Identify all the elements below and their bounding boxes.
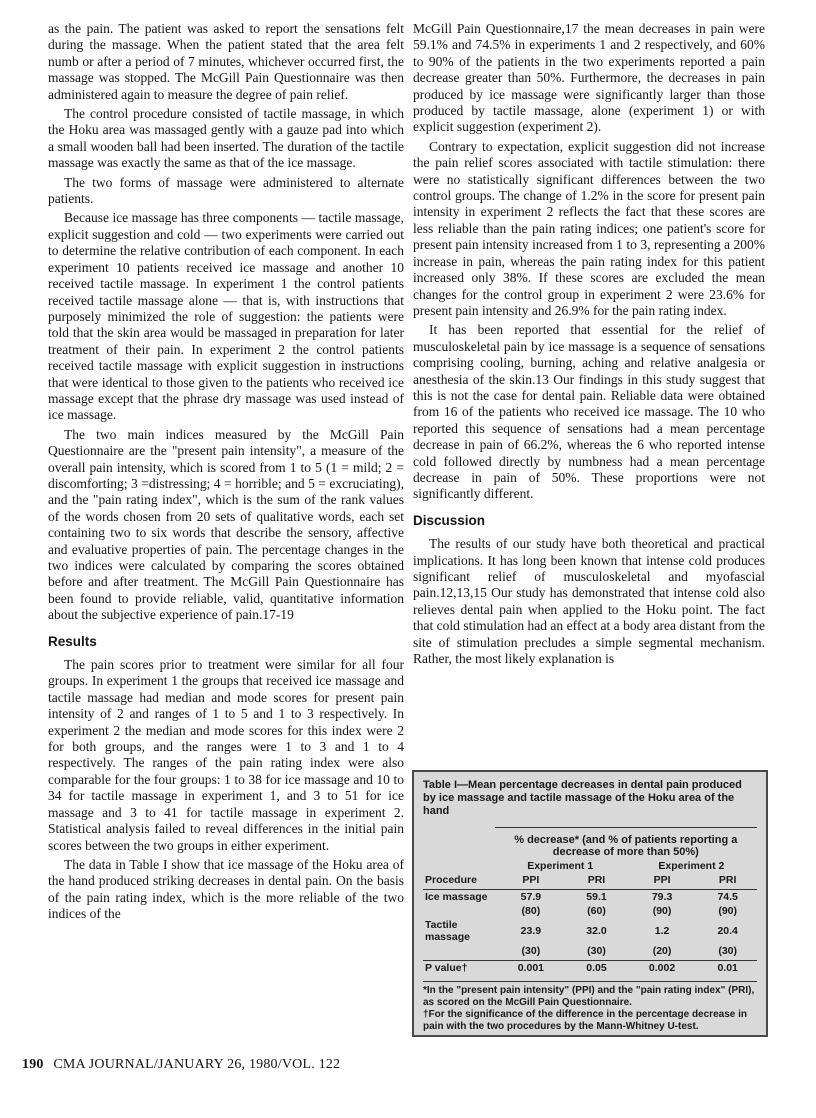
paragraph: The results of our study have both theoretical and practical implications. It has long been known that intense cold produces significant relief of musculoskeletal and myofascial pain.12,13,15 Our study has demonstrated that intense cold also relieves dental pain when applied to the Hoku point. The fact that cold stimulation had an effect at a body area distant from the site of stimulation precludes a simple segmental mechanism. Rather, the most likely explanation is [413, 536, 765, 667]
percent-cell: (90) [652, 905, 672, 917]
paragraph: It has been reported that essential for the relief of musculoskeletal pain by ice massage is a sequence of sensations comprising cooling, burning, aching and relative analgesia or anesthesia of the skin.13 Our findings in this study suggest that this is not the case for dental pain. Reliable data were obtained from 16 of the patients who received ice massage. The 10 who reported this sequence of sensations had a mean percentage decrease in pain of 66.2%, whereas the 6 who reported intense cold followed directly by numbness had a mean percentage decrease in pain of 50%. These proportions were not significantly different. [413, 322, 765, 502]
pri-header: PRI [587, 874, 606, 886]
percent-cell: (30) [521, 945, 541, 957]
table-row [423, 890, 757, 905]
right-column [413, 21, 765, 670]
table-row [423, 904, 757, 918]
results-table [423, 827, 757, 975]
table-caption: Table I—Mean percentage decreases in dental pain produced by ice massage and tactile massage of the Hoku area of the hand [423, 779, 742, 817]
percent-cell: (30) [587, 945, 606, 957]
experiment-2-header: Experiment 2 [658, 860, 725, 872]
paragraph: The data in Table I show that ice massage of the Hoku area of the hand produced striking decreases in dental pain. On the basis of the pain rating index, which is the more reliable of the two indices of the [48, 856, 404, 922]
value-cell: 1.2 [654, 925, 670, 937]
paragraph: Because ice massage has three components — tactile massage, explicit suggestion and cold — two experiments were carried out to determine the relative contribution of each component. In each experiment 10 patients received ice massage and another 10 received tactile massage. In experiment 1 the control patients received tactile massage alone — that is, with instructions that purposely minimized the role of suggestion: the patients were told that the skin area would be massaged in preparation for later treatment of their pain. In experiment 2 the control patients received tactile massage with explicit suggestion in instructions that were identical to those given to the patients who received ice massage except that the phrase dry massage was used instead of ice massage. [48, 210, 404, 423]
paragraph: Contrary to expectation, explicit suggestion did not increase the pain relief scores associated with tactile stimulation: there were no statistically significant differences between the two control groups. The change of 1.2% in the score for present pain intensity in experiment 2 reflects the fact that these scores are less reliable than the pain rating indices; one patient's score for present pain intensity increased from 1 to 3, representing a 200% increase in pain, whereas the pain rating index for this patient increased only 38%. If these scores are excluded the mean changes for the control group in experiment 2 were 23.6% for present pain intensity and 26.9% for the pain rating index. [413, 138, 765, 318]
table-1 [412, 770, 768, 1037]
paragraph: The two forms of massage were administered to alternate patients. [48, 174, 404, 207]
procedure-header: Procedure [425, 874, 477, 886]
experiment-1-header: Experiment 1 [527, 860, 594, 872]
value-cell: 79.3 [651, 891, 673, 903]
procedure-cell: Ice massage [425, 891, 488, 903]
percent-cell: (90) [718, 905, 738, 917]
percent-cell: (20) [652, 945, 672, 957]
ppi-header: PPI [522, 874, 540, 886]
journal-citation: CMA JOURNAL/JANUARY 26, 1980/VOL. 122 [53, 1057, 341, 1072]
percent-cell: (30) [718, 945, 738, 957]
percent-cell: (60) [587, 905, 606, 917]
page-footer [22, 1057, 340, 1073]
value-cell: 57.9 [520, 891, 542, 903]
table-footnote: *In the "present pain intensity" (PPI) and the "pain rating index" (PRI), as scored on the McGill Pain Questionnaire. [423, 985, 755, 1008]
table-notes [423, 981, 757, 1033]
value-cell: 74.5 [717, 891, 738, 903]
span-header: % decrease* (and % of patients reporting a decrease of more than 50%) [495, 828, 757, 860]
value-cell: 59.1 [586, 891, 607, 903]
pvalue-cell: 0.01 [717, 962, 738, 974]
pvalue-label: P value† [425, 962, 468, 974]
paragraph: The pain scores prior to treatment were similar for all four groups. In experiment 1 the groups that received ice massage and tactile massage had median and mode scores for present pain intensity of 2 and ranges of 1 to 5 and 1 to 3 respectively. In experiment 2 the median and mode scores for this index were 2 for both groups, and the ranges were 1 to 3 and 1 to 4 respectively. The ranges of the pain rating index were also comparable for the four groups: 1 to 38 for ice massage and 10 to 34 for tactile massage in experiment 1, and 3 to 51 for ice massage and 3 to 41 for tactile massage in experiment 2. Statistical analysis failed to reveal differences in the initial pain scores between the two groups in either experiment. [48, 657, 404, 853]
pvalue-cell: 0.05 [586, 962, 607, 974]
value-cell: 32.0 [586, 925, 607, 937]
page-number: 190 [22, 1057, 44, 1072]
percent-cell: (80) [521, 905, 541, 917]
value-cell: 23.9 [520, 925, 542, 937]
paragraph: The control procedure consisted of tactile massage, in which the Hoku area was massaged gently with a gauze pad into which a small wooden ball had been inserted. The duration of the tactile massage was exactly the same as that of the ice massage. [48, 106, 404, 171]
table-footnote: †For the significance of the difference in the percentage decrease in pain with the two procedures by the Mann-Whitney U-test. [423, 1009, 747, 1032]
pvalue-cell: 0.002 [648, 962, 676, 974]
value-cell: 20.4 [717, 925, 738, 937]
pri-header: PRI [718, 874, 737, 886]
paragraph: as the pain. The patient was asked to report the sensations felt during the massage. When the patient stated that the area felt numb or after a period of 7 minutes, whichever occurred first, the massage was stopped. The McGill Pain Questionnaire was then administered again to measure the degree of pain relief. [48, 21, 404, 102]
procedure-cell: Tactile massage [425, 919, 470, 943]
ppi-header: PPI [653, 874, 671, 886]
table-row [423, 918, 757, 944]
table-row [423, 961, 757, 976]
left-column [48, 21, 404, 926]
results-heading: Results [48, 633, 97, 649]
paragraph: McGill Pain Questionnaire,17 the mean decreases in pain were 59.1% and 74.5% in experiments 1 and 2 respectively, and 60% to 90% of the patients in the two experiments reported a pain decrease greater than 50%. Furthermore, the decreases in pain produced by ice massage were significantly larger than those produced by tactile massage, alone (experiment 1) or with explicit suggestion (experiment 2). [413, 21, 765, 135]
table-row [423, 944, 757, 958]
paragraph: The two main indices measured by the McGill Pain Questionnaire are the "present pain intensity", a measure of the overall pain intensity, which is scored from 1 to 5 (1 = mild; 2 = discomforting; 3 =distressing; 4 = horrible; and 5 = excruciating), and the "pain rating index", which is the sum of the rank values of the words chosen from 20 sets of qualitative words, each set containing two to six words that describe the sensory, affective and evaluative properties of pain. The percentage changes in the two indices were calculated by comparing the scores obtained before and after treatment. The McGill Pain Questionnaire has been found to provide reliable, valid, quantitative information about the subjective experience of pain.17-19 [48, 426, 404, 623]
pvalue-cell: 0.001 [517, 962, 545, 974]
discussion-heading: Discussion [413, 512, 486, 528]
